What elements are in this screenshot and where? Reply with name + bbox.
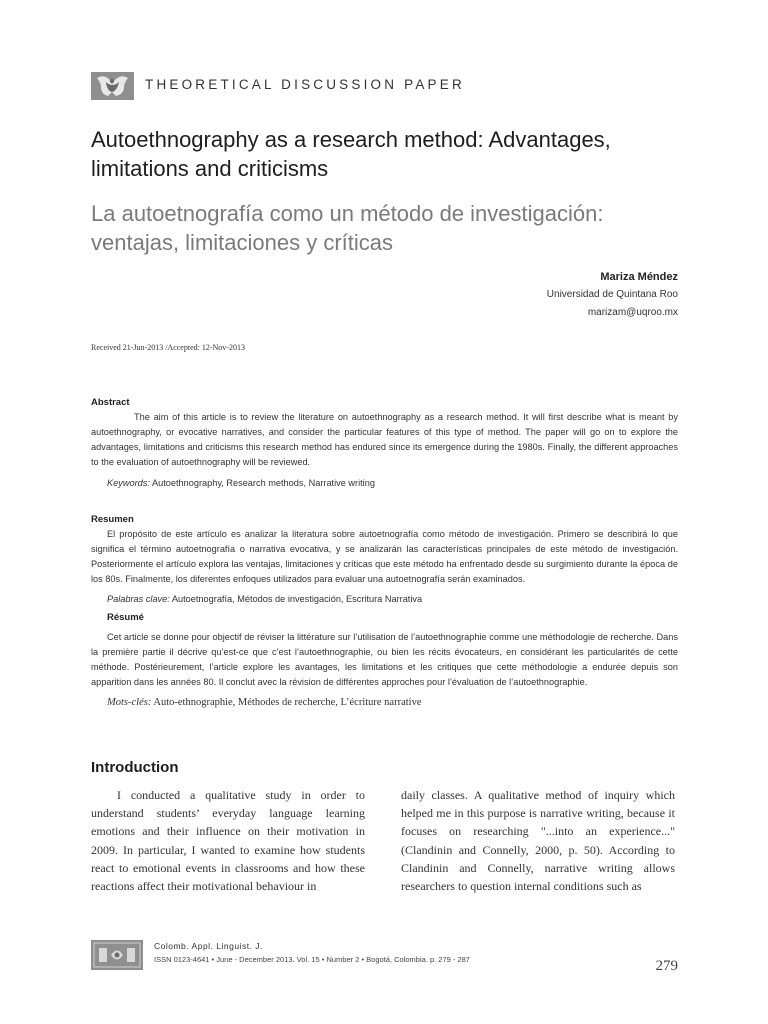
journal-logo-icon (91, 72, 134, 100)
palabras-clave-label: Palabras clave: (107, 594, 170, 604)
resumen-text: El propósito de este artículo es analizar la literatura sobre autoetnografía como método de investigación. Primero se describirá lo que significa el término autoetnografía o narrativa evocativa, y se analizarán las características principales de este método de investigación. Posteriormente el artículo explora las ventajas, limitaciones y críticas que este método ha enfrentado desde su surgimiento durante la época de los 80s. Finalmente, los diferentes enfoques utilizados para evaluar una autoetnografía serán examinados. (91, 529, 678, 584)
keywords-value: Autoethnography, Research methods, Narrative writing (151, 478, 375, 488)
introduction-column-1: I conducted a qualitative study in order to understand students’ everyday language learning emotions and their influence on their motivation in 2009. In particular, I wanted to examine how students react to emotional events in classrooms and how these reactions affect their motivational behaviour in (91, 788, 365, 894)
author-name: Mariza Méndez (600, 271, 678, 283)
resumen-keywords (107, 594, 422, 604)
author-email[interactable]: marizam@uqroo.mx (587, 307, 678, 318)
title-english-line-1: Autoethnography as a research method: Advantages, (91, 127, 611, 152)
resume-text: Cet article se donne pour objectif de réviser la littérature sur l’utilisation de l’autoethnographie comme une méthodologie de recherche. Dans la première partie il décrive qu’est-ce que c’est l’autoethnographie, ou bien les récits évocateurs, en considérant les particularités de cette méthode. Postérieurement, l’article explore les avantages, les limitations et les critiques que cette méthodologie a endurée depuis son apparition dans les années 80. Il conclut avec la révision de différentes approches pour l’évaluation de l’autoethnographie. (91, 632, 678, 687)
resumen-label: Resumen (91, 514, 134, 525)
title-english-line-2: limitations and criticisms (91, 156, 329, 181)
received-accepted-dates: Received 21-Jun-2013 /Accepted: 12-Nov-2013 (91, 343, 245, 352)
resume-label: Résumé (107, 612, 144, 623)
page-number: 279 (655, 958, 678, 974)
title-english (91, 125, 691, 183)
journal-issn: ISSN 0123-4641 • June - December 2013. Vol. 15 • Number 2 • Bogotá, Colombia. p. 279 - 287 (154, 955, 470, 964)
palabras-clave-value: Autoetnografía, Métodos de investigación, Escritura Narrativa (171, 594, 423, 604)
abstract-label: Abstract (91, 397, 130, 408)
journal-footer-logo-icon (91, 940, 143, 970)
introduction-column-2: daily classes. A qualitative method of inquiry which helped me in this purpose is narrative writing, because it focuses on researching "...into an experience..." (Clandinin and Connelly, 2000, p. 50). According to Clandinin and Connelly, narrative writing allows researchers to question internal conditions such as (401, 788, 675, 894)
keywords-label: Keywords: (107, 478, 150, 488)
mots-cles-value: Auto-ethnographie, Méthodes de recherche, L’écriture narrative (153, 697, 422, 708)
paper-type-label: THEORETICAL DISCUSSION PAPER (145, 77, 465, 92)
introduction-heading: Introduction (91, 759, 179, 776)
abstract-text: The aim of this article is to review the literature on autoethnography as a research method. It will first describe what is meant by autoethnography, or evocative narratives, and consider the particular features of this type of method. The paper will go on to explore the advantages, limitations and criticisms this research method has endured since its emergence during the 1980s. Finally, the different approaches to the evaluation of autoethnography will be reviewed. (91, 412, 678, 467)
title-spanish-line-1: La autoetnografía como un método de investigación: (91, 201, 604, 226)
author-affiliation: Universidad de Quintana Roo (546, 289, 678, 300)
mots-cles-label: Mots-clés: (107, 697, 152, 708)
journal-name: Colomb. Appl. Linguist. J. (154, 941, 263, 951)
resume-keywords (107, 697, 422, 708)
title-spanish (91, 199, 711, 257)
title-spanish-line-2: ventajas, limitaciones y críticas (91, 230, 393, 255)
abstract-keywords (107, 478, 375, 488)
